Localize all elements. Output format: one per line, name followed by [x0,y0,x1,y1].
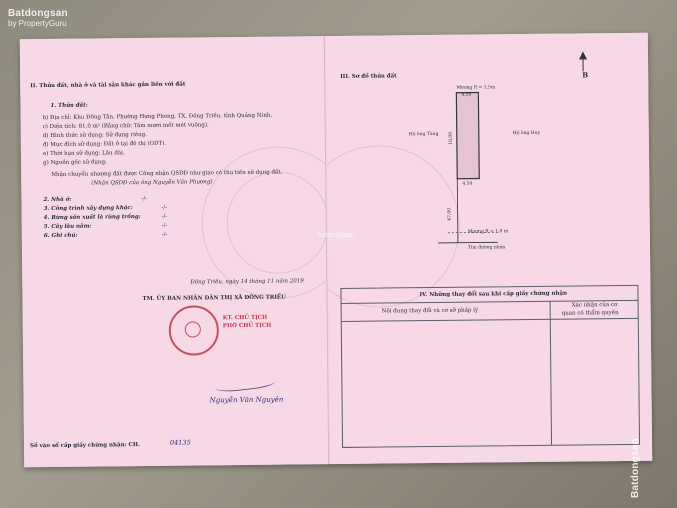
guilloche-pattern-inner [226,171,329,274]
transfer-source: (Nhận QSDĐ của ông Nguyễn Văn Phương) [91,179,213,187]
dim-side: 18,00 [448,131,454,145]
dim-bottom: 4,50 [462,181,473,187]
item-value: -/- [161,213,168,220]
neighbor-left: Hộ ông Tùng [408,131,439,138]
signer-subtitle: PHÓ CHỦ TỊCH [222,322,272,330]
signature [215,374,276,394]
subsection-title: 1. Thửa đất: [50,102,88,109]
official-seal [169,305,220,356]
item-value: -/- [161,222,168,229]
item-value: -/- [141,195,148,203]
detail-line: e) Thời hạn sử dụng: Lâu dài. [42,150,125,158]
dim-top: 4,50 [461,92,472,98]
brand-watermark-top [8,8,68,28]
north-arrow-icon [578,51,588,71]
diagram-title: III. Sơ đồ thửa đất [340,73,397,80]
transfer-note: Nhận chuyển nhượng đất được Công nhận QSDĐ như giao có thu tiền sử dụng đất. [51,169,283,178]
signer-name: Nguyễn Văn Nguyên [209,395,284,405]
registry-number: 04135 [169,438,191,447]
registry-label: Số vào sổ cấp giấy chứng nhận: CH. [30,442,141,450]
detail-line: đ) Mục đích sử dụng: Đất ở tại đô thị (ODT). [42,140,167,149]
item-label: 5. Cây lâu năm: [43,223,92,231]
watermark-center-text: batdongsan [318,232,355,239]
signer-title: KT. CHỦ TỊCH [222,314,268,322]
item-label: 4. Rừng sản xuất là rừng trồng: [43,214,141,222]
detail-line: d) Hình thức sử dụng: Sử dụng riêng. [42,131,147,140]
neighbor-right: Hộ ông Huy [512,130,541,137]
table-col-confirm-2: quan có thẩm quyền [561,310,619,317]
issuing-authority: TM. ỦY BAN NHÂN DÂN THỊ XÃ ĐÔNG TRIỀU [142,294,286,303]
right-page [326,33,652,464]
item-label: 3. Công trình xây dựng khác: [43,205,133,213]
item-value: -/- [161,231,168,238]
dim-lane: 47,00 [447,207,453,221]
changes-table [340,285,640,448]
item-label: 6. Ghi chú: [43,232,78,240]
item-value: -/- [161,204,168,211]
road-main-label: Tim đường nhựa [467,245,506,251]
brand-sub: by PropertyGuru [8,19,67,28]
certificate-document [20,33,652,468]
section-title: II. Thửa đất, nhà ở và tài sản khác gắn liền với đất [30,81,186,90]
table-col-confirm: Xác nhận của cơ [571,302,618,309]
detail-line: b) Địa chỉ: Khu Đông Tân, Phường Hưng Phong, TX. Đông Triều, tỉnh Quảng Ninh. [42,112,273,122]
brand-name: Batdongsan [8,8,68,19]
detail-line: c) Diện tích: 81,0 m² (Bằng chữ: Tám mươi mốt mét vuông). [42,122,209,131]
issue-date: Đông Triều, ngày 14 tháng 11 năm 2019 [190,278,304,286]
left-page [20,36,329,467]
table-col-content: Nội dung thay đổi và cơ sở pháp lý [381,307,479,315]
detail-line: g) Nguồn gốc sử dụng: [43,159,107,167]
road-top-label: Mương R = 1,5m [456,85,496,91]
road-bottom-label: Mương R = 1,0 m [467,229,509,235]
brand-name-vertical: Batdongsan [630,438,641,498]
item-label: 2. Nhà ở: [43,196,72,204]
table-title: IV. Những thay đổi sau khi cấp giấy chứng nhận [419,290,568,299]
north-label: B [582,70,589,80]
brand-watermark-center [318,232,355,239]
